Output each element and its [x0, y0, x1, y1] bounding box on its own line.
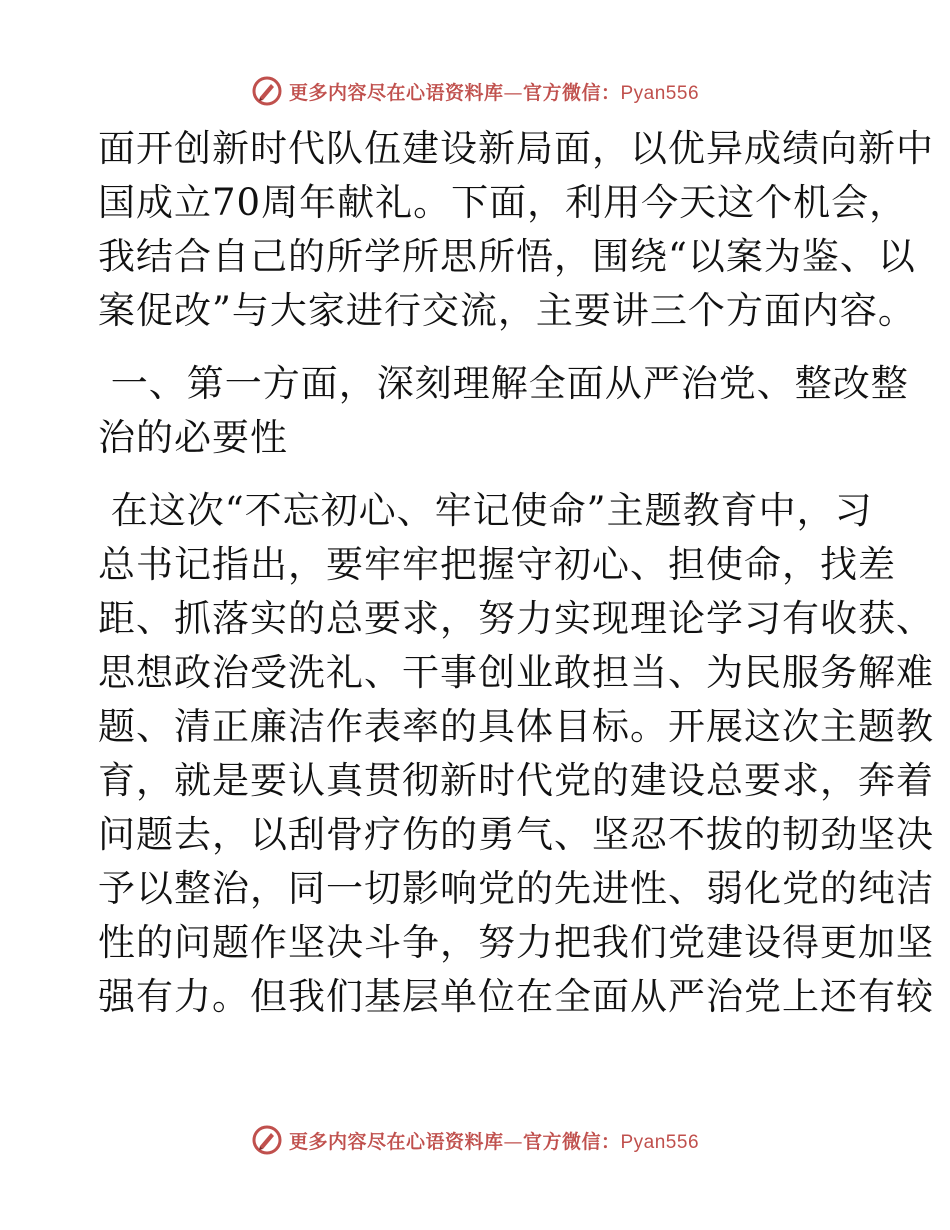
watermark-text: 更多内容尽在心语资料库—官方微信：Pyan556	[288, 81, 700, 104]
text-line: 在这次“不忘初心、牢记使命”主题教育中，习	[98, 489, 873, 532]
logo-icon	[251, 1124, 283, 1156]
header-watermark	[0, 74, 950, 108]
text-line: 治的必要性	[98, 416, 288, 459]
text-line: 一、第一方面，深刻理解全面从严治党、整改整	[98, 362, 909, 405]
document-body	[98, 122, 934, 1024]
watermark-text: 更多内容尽在心语资料库—官方微信：Pyan556	[288, 1130, 700, 1153]
text-line: 予以整治，同一切影响党的先进性、弱化党的纯洁	[98, 867, 934, 910]
section-heading	[98, 357, 909, 465]
text-line: 题、清正廉洁作表率的具体目标。开展这次主题教	[98, 705, 934, 748]
text-line: 育，就是要认真贯彻新时代党的建设总要求，奔着	[98, 759, 934, 802]
text-line: 案促改”与大家进行交流，主要讲三个方面内容。	[98, 289, 916, 332]
text-line: 我结合自己的所学所思所悟，围绕“以案为鉴、以	[98, 235, 916, 278]
logo-icon	[251, 75, 283, 107]
paragraph	[98, 122, 934, 338]
text-line: 思想政治受洗礼、干事创业敢担当、为民服务解难	[98, 651, 934, 694]
text-line: 国成立70周年献礼。下面，利用今天这个机会，	[98, 181, 908, 224]
text-line: 距、抓落实的总要求，努力实现理论学习有收获、	[98, 597, 934, 640]
footer-watermark	[0, 1123, 950, 1157]
text-line: 问题去，以刮骨疗伤的勇气、坚忍不拔的韧劲坚决	[98, 813, 934, 856]
text-line: 总书记指出，要牢牢把握守初心、担使命，找差	[98, 543, 896, 586]
text-line: 面开创新时代队伍建设新局面，以优异成绩向新中	[98, 127, 934, 170]
text-line: 强有力。但我们基层单位在全面从严治党上还有较	[98, 975, 934, 1018]
text-line: 性的问题作坚决斗争，努力把我们党建设得更加坚	[98, 921, 934, 964]
paragraph	[98, 484, 934, 1024]
